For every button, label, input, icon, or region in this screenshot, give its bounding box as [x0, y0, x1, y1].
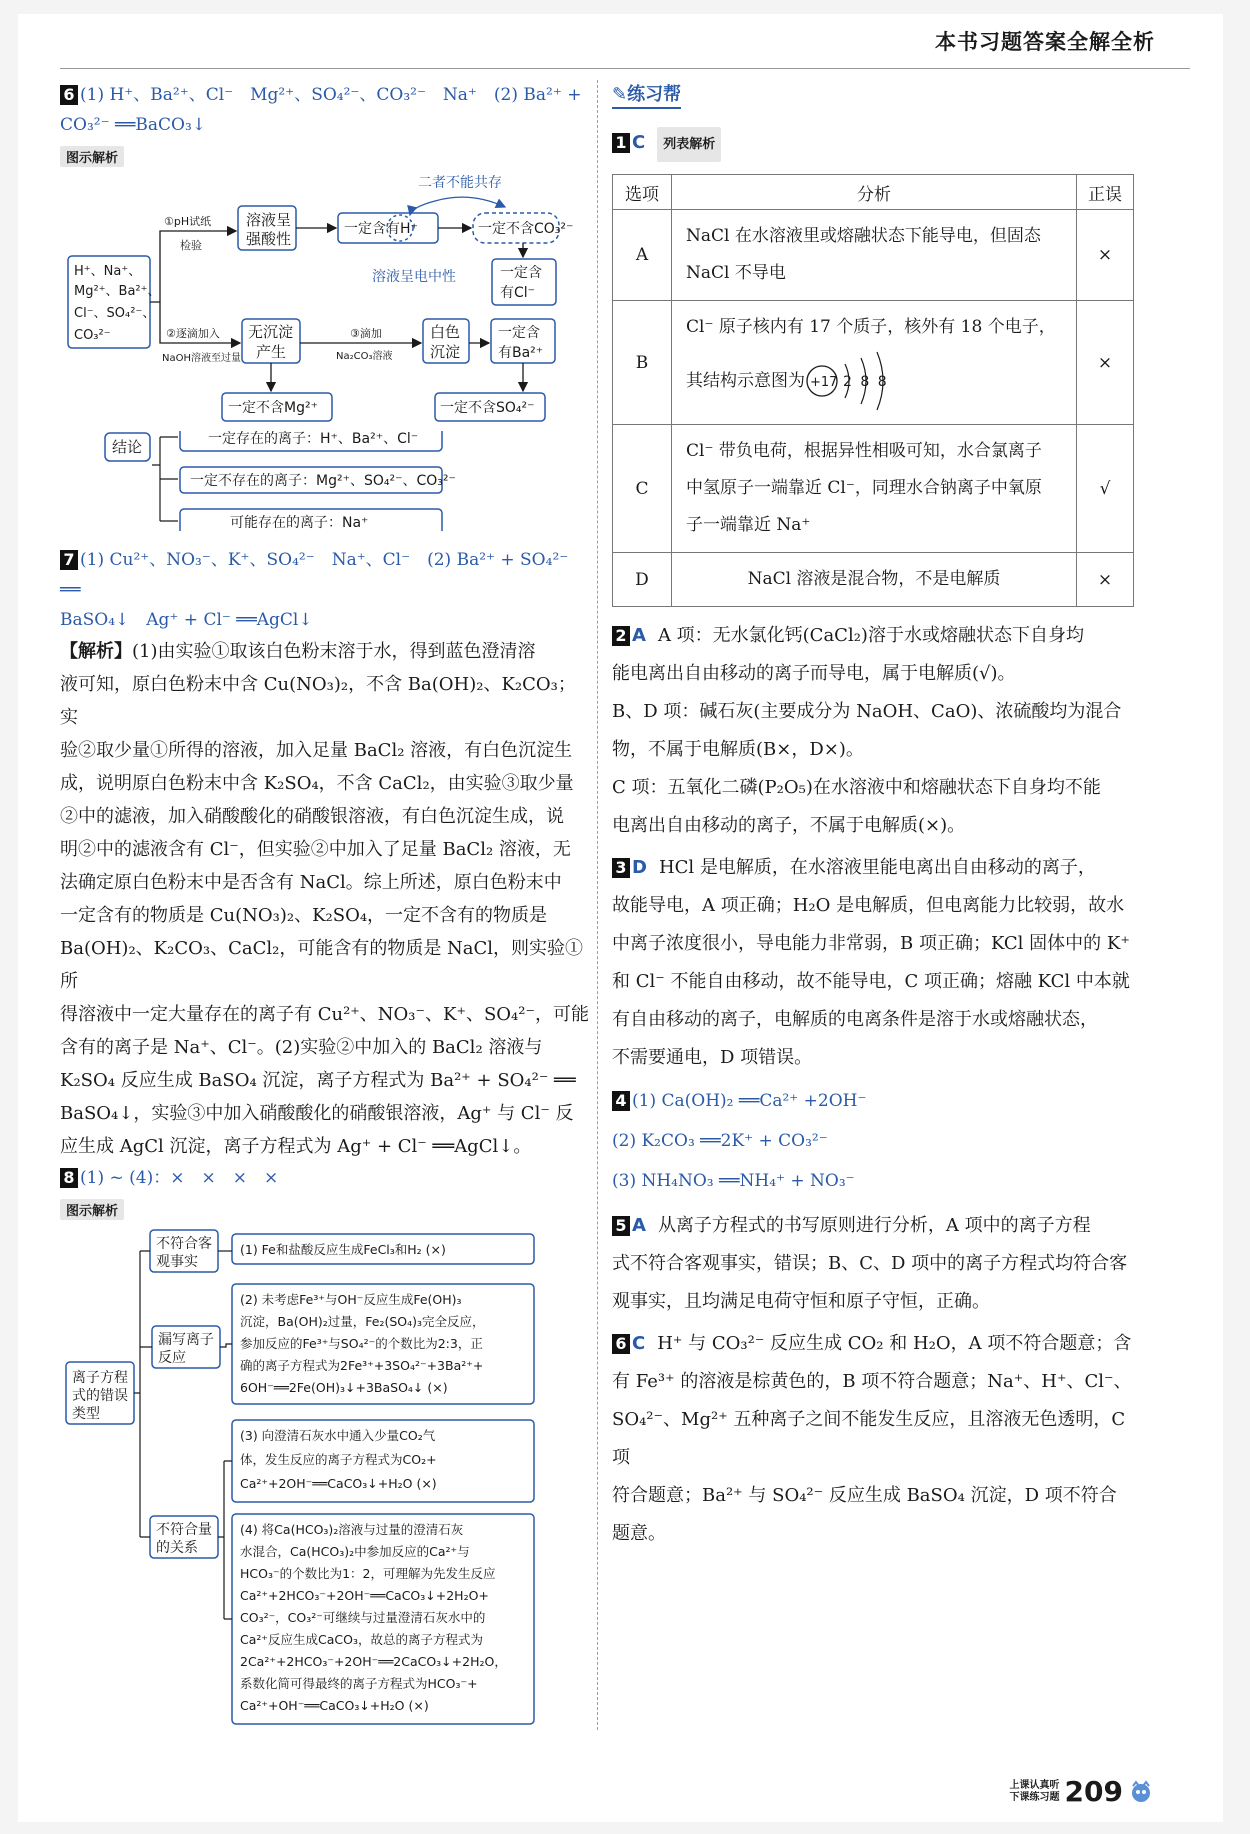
item-3-line: 体，发生反应的离子方程式为CO₂+	[240, 1452, 437, 1467]
root-line: 式的错误	[72, 1388, 128, 1404]
neutral-note: 溶液呈电中性	[372, 269, 456, 285]
item-2-line: 沉淀，Ba(OH)₂过量，Fe₂(SO₄)₃完全反应，	[240, 1314, 485, 1329]
pencil-icon: ✎	[612, 84, 628, 105]
analysis-line: C 项：五氧化二磷(P₂O₅)在水溶液中和熔融状态下自身均不能	[612, 777, 1101, 798]
answer-letter: C	[632, 1333, 646, 1354]
must-ba-line: 有Ba²⁺	[498, 345, 544, 361]
analysis-cell	[672, 301, 1077, 425]
electron-shells: 2 8 8	[843, 374, 889, 390]
question-number: 5	[612, 1216, 630, 1236]
error-types-diagram	[60, 1224, 590, 1734]
step3-sub: Na₂CO₃溶液	[336, 351, 393, 362]
analysis-line: ②中的滤液，加入硝酸酸化的硝酸银溶液，有白色沉淀生成，说	[60, 806, 564, 827]
practice-question-3	[612, 849, 1142, 1077]
analysis-line: 法确定原白色粉末中是否含有 NaCl。综上所述，原白色粉末中	[60, 872, 562, 893]
analysis-line: 子一端靠近 Na⁺	[686, 515, 811, 535]
must-cl-line: 一定含	[500, 265, 542, 281]
analysis-line: Cl⁻ 原子核内有 17 个质子，核外有 18 个电子，	[686, 317, 1056, 337]
conclusion-exist: 一定存在的离子：H⁺、Ba²⁺、Cl⁻	[208, 431, 419, 447]
header-divider	[60, 68, 1190, 69]
item-4-line: Ca²⁺+2HCO₃⁻+2OH⁻══CaCO₃↓+2H₂O+	[240, 1588, 489, 1603]
item-4-line: (4) 将Ca(HCO₃)₂溶液与过量的澄清石灰	[240, 1522, 464, 1537]
table-header: 正误	[1077, 175, 1134, 210]
item-4-line: CO₃²⁻，CO₃²⁻可继续与过量澄清石灰水中的	[240, 1610, 486, 1625]
table-row	[613, 301, 1134, 425]
analysis-line: K₂SO₄ 反应生成 BaSO₄ 沉淀，离子方程式为 Ba²⁺ + SO₄²⁻ ══	[60, 1070, 576, 1091]
step2-label: ②逐滴加入	[166, 327, 220, 340]
item-2-line: 参加反应的Fe³⁺与SO₄²⁻的个数比为2:3，正	[240, 1336, 483, 1351]
analysis-line: 应生成 AgCl 沉淀，离子方程式为 Ag⁺ + Cl⁻ ══AgCl↓。	[60, 1136, 532, 1157]
diagram-tag: 图示解析	[60, 146, 124, 167]
question-number: 1	[612, 133, 630, 153]
practice-question-2	[612, 617, 1142, 845]
atom-structure-diagram	[805, 346, 925, 416]
item-2-line: (2) 未考虑Fe³⁺与OH⁻反应生成Fe(OH)₃	[240, 1292, 462, 1307]
table-row	[613, 210, 1134, 301]
answer-line: BaSO₄↓ Ag⁺ + Cl⁻ ══AgCl↓	[60, 610, 313, 630]
question-8	[60, 1163, 590, 1738]
conclusion-not-exist: 一定不存在的离子：Mg²⁺、SO₄²⁻、CO₃²⁻	[190, 473, 456, 489]
must-contain-h: 一定含有H⁺	[344, 221, 418, 237]
question-number: 3	[612, 858, 630, 878]
analysis-line: HCl 是电解质，在水溶液里能电离出自由移动的离子，	[658, 857, 1096, 878]
step3-label: ③滴加	[350, 327, 382, 340]
analysis-line: 式不符合客观事实，错误；B、C、D 项中的离子方程式均符合客	[612, 1253, 1128, 1274]
coexist-note: 二者不能共存	[418, 175, 502, 191]
answer-letter: A	[632, 625, 646, 646]
item-2-line: 确的离子方程式为2Fe³⁺+3SO₄²⁻+3Ba²⁺+	[240, 1358, 484, 1373]
category-1-line: 不符合客	[156, 1236, 212, 1252]
category-2-line: 反应	[158, 1350, 186, 1366]
practice-question-5	[612, 1207, 1142, 1321]
answer-letter: A	[632, 1215, 646, 1236]
analysis-line: 中离子浓度很小，导电能力非常弱，B 项正确；KCl 固体中的 K⁺	[612, 933, 1130, 954]
ions-box-line: CO₃²⁻	[74, 328, 111, 343]
table-tag: 列表解析	[657, 127, 721, 162]
analysis-line: 有 Fe³⁺ 的溶液是棕黄色的，B 项不符合题意；Na⁺、H⁺、Cl⁻、	[612, 1371, 1132, 1392]
ions-box-line: Cl⁻、SO₄²⁻、	[74, 306, 156, 321]
question-number: 4	[612, 1091, 630, 1111]
analysis-line: NaCl 不导电	[686, 263, 786, 283]
analysis-line: (1)由实验①取该白色粉末溶于水，得到蓝色澄清溶	[132, 641, 536, 662]
item-4-line: Ca²⁺+OH⁻══CaCO₃↓+H₂O (×)	[240, 1698, 429, 1713]
must-not-co3: 一定不含CO₃²⁻	[478, 221, 574, 237]
answer-letter: D	[632, 857, 647, 878]
column-divider	[597, 80, 598, 1730]
analysis-line: 观事实，且均满足电荷守恒和原子守恒，正确。	[612, 1291, 990, 1312]
footer-slogan	[1010, 1780, 1060, 1804]
answer-line: (1) Cu²⁺、NO₃⁻、K⁺、SO₄²⁻ Na⁺、Cl⁻ (2) Ba²⁺ + SO₄²⁻ ══	[60, 550, 569, 600]
page-footer	[1010, 1775, 1155, 1808]
analysis-line: 物，不属于电解质(B×，D×)。	[612, 739, 864, 760]
table-header: 选项	[613, 175, 672, 210]
conclusion-maybe: 可能存在的离子：Na⁺	[230, 515, 369, 531]
analysis-line: SO₄²⁻、Mg²⁺ 五种离子之间不能发生反应，且溶液无色透明，C 项	[612, 1409, 1126, 1468]
verdict-cell: ×	[1077, 553, 1134, 607]
ions-box-line: H⁺、Na⁺、	[74, 264, 142, 279]
verdict-cell: ×	[1077, 301, 1134, 425]
page-number: 209	[1064, 1775, 1123, 1808]
step1-label: ①pH试纸	[164, 215, 212, 228]
analysis-line: Ba(OH)₂、K₂CO₃、CaCl₂，可能含有的物质是 NaCl，则实验①所	[60, 938, 584, 992]
must-cl-line: 有Cl⁻	[500, 285, 536, 301]
strong-acid-line: 溶液呈	[246, 211, 292, 229]
strong-acid-line: 强酸性	[246, 230, 292, 248]
left-column	[60, 80, 590, 1738]
step1-sub: 检验	[180, 239, 202, 252]
analysis-line: 不需要通电，D 项错误。	[612, 1047, 813, 1068]
analysis-line: 题意。	[612, 1523, 666, 1544]
analysis-cell	[672, 425, 1077, 553]
page-header-title: 本书习题答案全解全析	[935, 30, 1155, 54]
analysis-line: 和 Cl⁻ 不能自由移动，故不能导电，C 项正确；熔融 KCl 中本就	[612, 971, 1130, 992]
item-3-line: Ca²⁺+2OH⁻══CaCO₃↓+H₂O (×)	[240, 1476, 437, 1491]
answer-line: (1) H⁺、Ba²⁺、Cl⁻ Mg²⁺、SO₄²⁻、CO₃²⁻ Na⁺ (2) Ba²⁺ +	[80, 85, 582, 105]
option-cell: D	[613, 553, 672, 607]
item-1-line: (1) Fe和盐酸反应生成FeCl₃和H₂ (×)	[240, 1242, 446, 1257]
analysis-line: H⁺ 与 CO₃²⁻ 反应生成 CO₂ 和 H₂O，A 项不符合题意；含	[657, 1333, 1132, 1354]
conclusion-group	[60, 431, 590, 531]
analysis-cell	[672, 210, 1077, 301]
analysis-line: 一定含有的物质是 Cu(NO₃)₂、K₂SO₄，一定不含有的物质是	[60, 905, 548, 926]
analysis-line: B、D 项：碱石灰(主要成分为 NaOH、CaO)、浓硫酸均为混合	[612, 701, 1122, 722]
analysis-line: 符合题意；Ba²⁺ 与 SO₄²⁻ 反应生成 BaSO₄ 沉淀，D 项不符合	[612, 1485, 1117, 1506]
analysis-line: 得溶液中一定大量存在的离子有 Cu²⁺、NO₃⁻、K⁺、SO₄²⁻，可能	[60, 1004, 589, 1025]
analysis-line: BaSO₄↓，实验③中加入硝酸酸化的硝酸银溶液，Ag⁺ 与 Cl⁻ 反	[60, 1103, 574, 1124]
verdict-cell: ×	[1077, 210, 1134, 301]
question-number: 8	[60, 1168, 78, 1188]
not-mg: 一定不含Mg²⁺	[228, 400, 318, 416]
answer-letter: C	[632, 132, 646, 153]
analysis-line: NaCl 在水溶液里或熔融状态下能导电，但固态	[686, 226, 1041, 246]
answer-line: CO₃²⁻ ══BaCO₃↓	[60, 115, 207, 135]
item-4-line: HCO₃⁻的个数比为1：2，可理解为先发生反应	[240, 1566, 496, 1581]
analysis-line: 从离子方程式的书写原则进行分析，A 项中的离子方程	[657, 1215, 1091, 1236]
slogan-line: 下课练习题	[1009, 1791, 1060, 1803]
equation-line: (2) K₂CO₃ ══2K⁺ + CO₃²⁻	[612, 1131, 828, 1151]
option-cell: C	[613, 425, 672, 553]
slogan-line: 上课认真听	[1009, 1779, 1060, 1791]
analysis-line: 电离出自由移动的离子，不属于电解质(×)。	[612, 815, 966, 836]
question-number: 7	[60, 550, 78, 570]
table-row	[613, 553, 1134, 607]
options-analysis-table	[612, 174, 1134, 607]
conclusion-label: 结论	[112, 438, 143, 456]
verdict-cell: √	[1077, 425, 1134, 553]
must-ba-line: 一定含	[498, 325, 540, 341]
question-6	[60, 80, 590, 531]
category-1-line: 观事实	[156, 1254, 198, 1270]
analysis-line: 有自由移动的离子，电解质的电离条件是溶于水或熔融状态，	[612, 1009, 1098, 1030]
category-2-line: 漏写离子	[158, 1332, 214, 1348]
category-3-line: 的关系	[156, 1540, 198, 1556]
analysis-line: 成，说明原白色粉末中含 K₂SO₄，不含 CaCl₂，由实验③取少量	[60, 773, 574, 794]
equation-line: (3) NH₄NO₃ ══NH₄⁺ + NO₃⁻	[612, 1171, 855, 1191]
question-number: 6	[612, 1334, 630, 1354]
practice-question-6	[612, 1325, 1142, 1553]
question-number: 6	[60, 85, 78, 105]
right-column	[612, 80, 1142, 1553]
diagram-tag: 图示解析	[60, 1199, 124, 1220]
practice-title-text: 练习帮	[627, 84, 682, 105]
option-cell: A	[613, 210, 672, 301]
equation-line: (1) Ca(OH)₂ ══Ca²⁺ +2OH⁻	[632, 1091, 867, 1111]
item-2-line: 6OH⁻══2Fe(OH)₃↓+3BaSO₄↓ (×)	[240, 1380, 448, 1395]
question-7	[60, 545, 590, 1163]
item-3-line: (3) 向澄清石灰水中通入少量CO₂气	[240, 1428, 436, 1443]
analysis-line: 中氢原子一端靠近 Cl⁻，同理水合钠离子中氧原	[686, 478, 1042, 498]
practice-question-1	[612, 121, 1142, 607]
category-3-line: 不符合量	[156, 1522, 212, 1538]
analysis-line: Cl⁻ 带负电荷，根据异性相吸可知，水合氯离子	[686, 441, 1042, 461]
analysis-line: NaCl 溶液是混合物，不是电解质	[747, 569, 1001, 589]
root-line: 类型	[72, 1406, 100, 1422]
question-number: 2	[612, 626, 630, 646]
no-precip-line: 产生	[256, 343, 287, 361]
item-4-line: Ca²⁺反应生成CaCO₃，故总的离子方程式为	[240, 1632, 483, 1647]
item-4-line: 2Ca²⁺+2HCO₃⁻+2OH⁻══2CaCO₃↓+2H₂O，	[240, 1654, 507, 1669]
step2-sub: NaOH溶液至过量	[162, 353, 241, 364]
answer-line: (1) ~ (4)：× × × ×	[80, 1168, 279, 1188]
practice-section-title	[612, 80, 681, 109]
nucleus-charge: +17	[810, 375, 838, 390]
white-precip-line: 白色	[430, 323, 461, 341]
ions-box-line: Mg²⁺、Ba²⁺、	[74, 284, 161, 299]
not-so4: 一定不含SO₄²⁻	[440, 400, 535, 416]
analysis-line: A 项：无水氯化钙(CaCl₂)溶于水或熔融状态下自身均	[657, 625, 1084, 646]
analysis-line: 明②中的滤液含有 Cl⁻，但实验②中加入了足量 BaCl₂ 溶液，无	[60, 839, 571, 860]
analysis-line: 故能导电，A 项正确；H₂O 是电解质，但电离能力比较弱，故水	[612, 895, 1125, 916]
item-4-line: 水混合，Ca(HCO₃)₂中参加反应的Ca²⁺与	[240, 1544, 470, 1559]
no-precip-line: 无沉淀	[248, 323, 294, 341]
conclusion-brackets	[60, 431, 590, 531]
analysis-line: 液可知，原白色粉末中含 Cu(NO₃)₂，不含 Ba(OH)₂、K₂CO₃；实	[60, 674, 576, 728]
option-cell: B	[613, 301, 672, 425]
item-4-line: 系数化简可得最终的离子方程式为HCO₃⁻+	[240, 1676, 478, 1691]
table-header: 分析	[672, 175, 1077, 210]
practice-question-4	[612, 1081, 1142, 1201]
analysis-line: 能电离出自由移动的离子而导电，属于电解质(√)。	[612, 663, 1016, 684]
analysis-line: 其结构示意图为	[686, 370, 805, 391]
analysis-line: 含有的离子是 Na⁺、Cl⁻。(2)实验②中加入的 BaCl₂ 溶液与	[60, 1037, 543, 1058]
table-row	[613, 425, 1134, 553]
root-line: 离子方程	[72, 1370, 128, 1386]
white-precip-line: 沉淀	[430, 343, 461, 361]
analysis-cell	[672, 553, 1077, 607]
analysis-line: 验②取少量①所得的溶液，加入足量 BaCl₂ 溶液，有白色沉淀生	[60, 740, 573, 761]
mascot-icon	[1127, 1780, 1155, 1804]
analysis-label: 【解析】	[60, 641, 132, 662]
